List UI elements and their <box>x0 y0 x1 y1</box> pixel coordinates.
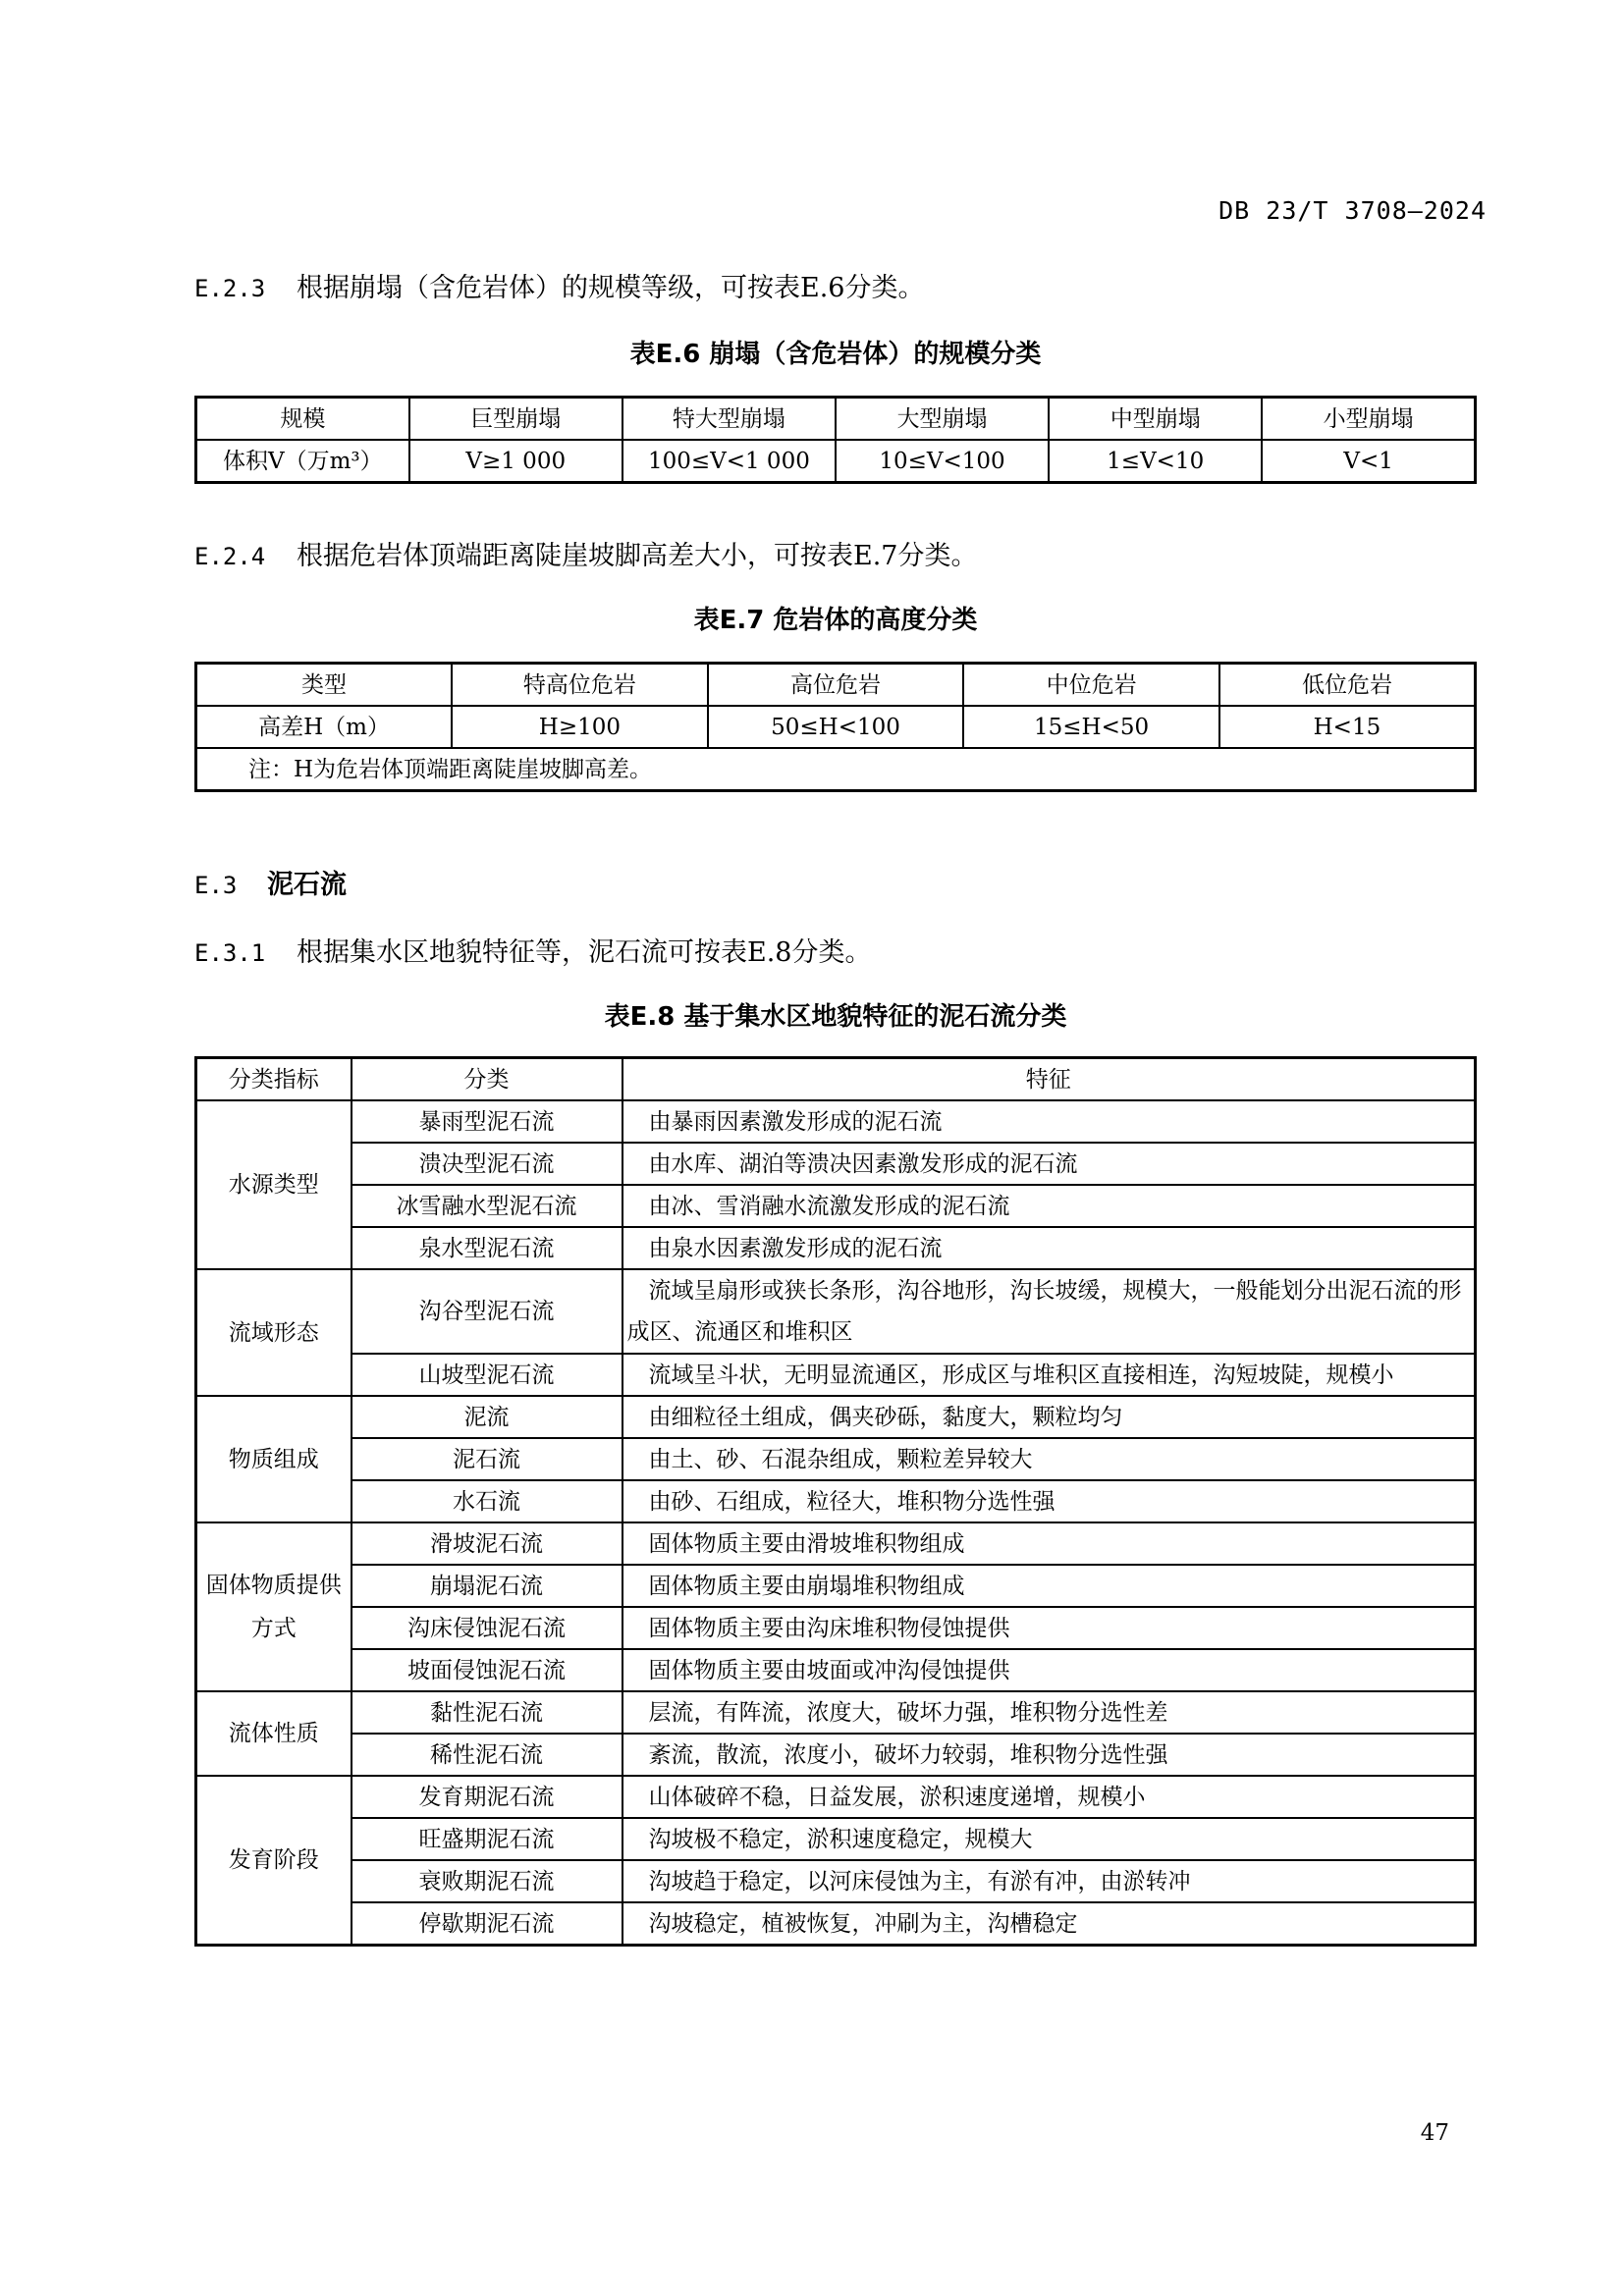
table-row <box>196 1607 1476 1649</box>
table-e6 <box>194 396 1477 484</box>
table-e7-caption: 表E.7 危岩体的高度分类 <box>693 606 978 635</box>
indicator-cell: 发育阶段 <box>196 1776 352 1946</box>
type-cell: 崩塌泥石流 <box>352 1565 623 1607</box>
table-row <box>196 1354 1476 1396</box>
clause-number: E.3.1 <box>194 939 266 967</box>
table-note-row <box>196 748 1476 791</box>
feature-cell: 由砂、石组成，粒径大，堆积物分选性强 <box>623 1480 1476 1522</box>
type-cell: 泥流 <box>352 1396 623 1438</box>
clause-e-2-4 <box>194 539 977 574</box>
header-cell: 中位危岩 <box>963 664 1219 707</box>
table-row <box>196 1396 1476 1438</box>
table-cell: 50≤H<100 <box>708 706 964 748</box>
table-e8-caption: 表E.8 基于集水区地貌特征的泥石流分类 <box>604 1002 1067 1032</box>
type-cell: 坡面侵蚀泥石流 <box>352 1649 623 1691</box>
table-row <box>196 1649 1476 1691</box>
table-e7 <box>194 662 1477 792</box>
section-number: E.3 <box>194 872 238 899</box>
clause-number: E.2.4 <box>194 543 266 570</box>
header-cell: 特高位危岩 <box>452 664 708 707</box>
type-cell: 溃决型泥石流 <box>352 1143 623 1185</box>
header-cell: 大型崩塌 <box>836 398 1049 441</box>
type-cell: 发育期泥石流 <box>352 1776 623 1818</box>
header-cell: 特大型崩塌 <box>623 398 836 441</box>
table-cell: 高差H（m） <box>196 706 453 748</box>
indicator-cell: 流域形态 <box>196 1269 352 1396</box>
header-cell: 高位危岩 <box>708 664 964 707</box>
type-cell: 泥石流 <box>352 1438 623 1480</box>
feature-cell: 紊流，散流，浓度小，破坏力较弱，堆积物分选性强 <box>623 1734 1476 1776</box>
header-cell: 小型崩塌 <box>1262 398 1475 441</box>
feature-cell: 流域呈扇形或狭长条形，沟谷地形，沟长坡缓，规模大，一般能划分出泥石流的形成区、流通区和堆积区 <box>623 1269 1476 1354</box>
table-header-row <box>196 398 1476 441</box>
type-cell: 稀性泥石流 <box>352 1734 623 1776</box>
table-row <box>196 1818 1476 1860</box>
feature-cell: 沟坡趋于稳定，以河床侵蚀为主，有淤有冲，由淤转冲 <box>623 1860 1476 1902</box>
clause-number: E.2.3 <box>194 275 266 302</box>
table-cell: 10≤V<100 <box>836 440 1049 483</box>
clause-text: 根据集水区地貌特征等，泥石流可按表E.8分类。 <box>297 937 872 968</box>
table-row <box>196 1565 1476 1607</box>
table-row <box>196 1776 1476 1818</box>
table-row <box>196 440 1476 483</box>
table-row <box>196 706 1476 748</box>
clause-e-3-1 <box>194 935 871 971</box>
feature-cell: 流域呈斗状，无明显流通区，形成区与堆积区直接相连，沟短坡陡，规模小 <box>623 1354 1476 1396</box>
table-row <box>196 1185 1476 1227</box>
feature-cell: 层流，有阵流，浓度大，破坏力强，堆积物分选性差 <box>623 1691 1476 1734</box>
page-number: 47 <box>1420 2120 1449 2146</box>
table-cell: H≥100 <box>452 706 708 748</box>
type-cell: 滑坡泥石流 <box>352 1522 623 1565</box>
table-e8 <box>194 1056 1477 1947</box>
table-row <box>196 1734 1476 1776</box>
section-e-3-heading <box>194 868 347 903</box>
header-cell: 巨型崩塌 <box>409 398 623 441</box>
type-cell: 山坡型泥石流 <box>352 1354 623 1396</box>
type-cell: 水石流 <box>352 1480 623 1522</box>
feature-cell: 固体物质主要由崩塌堆积物组成 <box>623 1565 1476 1607</box>
table-header-row <box>196 664 1476 707</box>
clause-text: 根据危岩体顶端距离陡崖坡脚高差大小，可按表E.7分类。 <box>297 541 978 571</box>
feature-cell: 沟坡稳定，植被恢复，冲刷为主，沟槽稳定 <box>623 1902 1476 1946</box>
type-cell: 停歇期泥石流 <box>352 1902 623 1946</box>
feature-cell: 由水库、湖泊等溃决因素激发形成的泥石流 <box>623 1143 1476 1185</box>
type-cell: 沟床侵蚀泥石流 <box>352 1607 623 1649</box>
indicator-cell: 固体物质提供方式 <box>196 1522 352 1691</box>
table-cell: V≥1 000 <box>409 440 623 483</box>
table-row <box>196 1902 1476 1946</box>
table-row <box>196 1438 1476 1480</box>
table-cell: H<15 <box>1219 706 1476 748</box>
header-cell: 中型崩塌 <box>1049 398 1262 441</box>
indicator-cell: 水源类型 <box>196 1100 352 1269</box>
section-title: 泥石流 <box>267 870 347 900</box>
feature-cell: 固体物质主要由坡面或冲沟侵蚀提供 <box>623 1649 1476 1691</box>
type-cell: 暴雨型泥石流 <box>352 1100 623 1143</box>
feature-cell: 山体破碎不稳，日益发展，淤积速度递增，规模小 <box>623 1776 1476 1818</box>
feature-cell: 由细粒径土组成，偶夹砂砾，黏度大，颗粒均匀 <box>623 1396 1476 1438</box>
table-row <box>196 1860 1476 1902</box>
indicator-cell: 流体性质 <box>196 1691 352 1776</box>
feature-cell: 沟坡极不稳定，淤积速度稳定，规模大 <box>623 1818 1476 1860</box>
feature-cell: 由土、砂、石混杂组成，颗粒差异较大 <box>623 1438 1476 1480</box>
indicator-cell: 物质组成 <box>196 1396 352 1522</box>
feature-cell: 由暴雨因素激发形成的泥石流 <box>623 1100 1476 1143</box>
table-note: 注：H为危岩体顶端距离陡崖坡脚高差。 <box>196 748 1476 791</box>
header-cell: 特征 <box>623 1058 1476 1101</box>
table-row <box>196 1691 1476 1734</box>
type-cell: 沟谷型泥石流 <box>352 1269 623 1354</box>
type-cell: 泉水型泥石流 <box>352 1227 623 1269</box>
table-cell: 体积V（万m³） <box>196 440 409 483</box>
clause-e-2-3 <box>194 271 924 306</box>
table-header-row <box>196 1058 1476 1101</box>
table-cell: V<1 <box>1262 440 1475 483</box>
feature-cell: 固体物质主要由滑坡堆积物组成 <box>623 1522 1476 1565</box>
feature-cell: 由冰、雪消融水流激发形成的泥石流 <box>623 1185 1476 1227</box>
header-cell: 低位危岩 <box>1219 664 1476 707</box>
header-cell: 规模 <box>196 398 409 441</box>
table-row <box>196 1269 1476 1354</box>
table-e6-caption: 表E.6 崩塌（含危岩体）的规模分类 <box>629 340 1042 369</box>
feature-cell: 固体物质主要由沟床堆积物侵蚀提供 <box>623 1607 1476 1649</box>
table-row <box>196 1100 1476 1143</box>
table-cell: 15≤H<50 <box>963 706 1219 748</box>
type-cell: 黏性泥石流 <box>352 1691 623 1734</box>
header-cell: 分类 <box>352 1058 623 1101</box>
feature-cell: 由泉水因素激发形成的泥石流 <box>623 1227 1476 1269</box>
header-cell: 分类指标 <box>196 1058 352 1101</box>
type-cell: 旺盛期泥石流 <box>352 1818 623 1860</box>
table-row <box>196 1227 1476 1269</box>
header-cell: 类型 <box>196 664 453 707</box>
table-row <box>196 1480 1476 1522</box>
table-row <box>196 1143 1476 1185</box>
clause-text: 根据崩塌（含危岩体）的规模等级，可按表E.6分类。 <box>297 273 925 303</box>
document-number: DB 23/T 3708—2024 <box>1218 196 1487 225</box>
table-row <box>196 1522 1476 1565</box>
table-cell: 100≤V<1 000 <box>623 440 836 483</box>
type-cell: 衰败期泥石流 <box>352 1860 623 1902</box>
table-cell: 1≤V<10 <box>1049 440 1262 483</box>
type-cell: 冰雪融水型泥石流 <box>352 1185 623 1227</box>
